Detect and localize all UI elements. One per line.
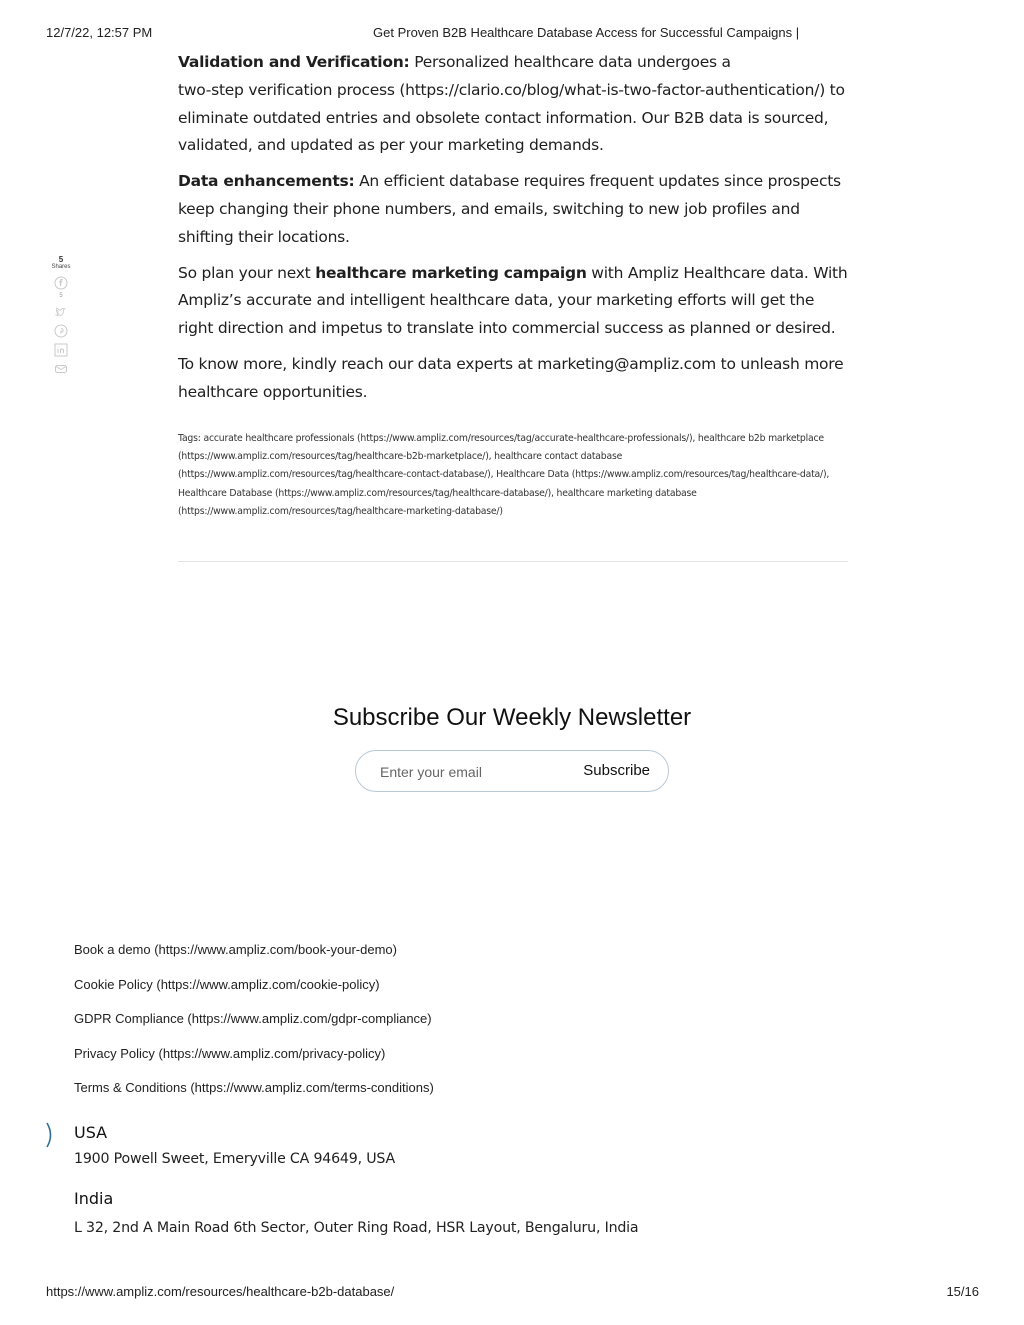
twitter-icon[interactable] (54, 305, 68, 319)
footer-link-book-demo[interactable]: Book a demo (https://www.ampliz.com/book-your-demo) (74, 942, 397, 957)
footer-links (74, 940, 434, 1113)
print-url: https://www.ampliz.com/resources/healthcare-b2b-database/ (46, 1284, 395, 1299)
share-count: 5 (58, 255, 64, 264)
office-address-india: L 32, 2nd A Main Road 6th Sector, Outer Ring Road, HSR Layout, Bengaluru, India (74, 1220, 639, 1236)
enhancements-heading: Data enhancements: (178, 172, 355, 191)
article-body (178, 49, 848, 415)
validation-text-b: two-step verification process (https://clario.co/blog/what-is-two-factor-authentication/) to eliminate outdated entries and obsolete contact information. Our B2B data is sourced, validated, and updated as per your marketing demands. (178, 80, 845, 155)
campaign-link[interactable]: healthcare marketing campaign (315, 263, 587, 282)
print-page-title: Get Proven B2B Healthcare Database Access for Successful Campaigns | (373, 25, 800, 40)
office-country-usa: USA (74, 1123, 108, 1142)
share-sidebar (48, 256, 74, 376)
pinterest-icon[interactable] (54, 324, 68, 338)
bracket-icon (45, 1122, 55, 1148)
share-label: Shares (51, 264, 71, 270)
article-tags[interactable]: Tags: accurate healthcare professionals (https://www.ampliz.com/resources/tag/accurate-healthcare-professionals/), healthcare b2b marketplace (https://www.ampliz.com/resources/tag/healthcare-b2b-marketplace/), healthcare contact database (https://www.ampliz.com/resources/tag/healthcare-contact-database/), Healthcare Data (https://www.ampliz.com/resources/tag/healthcare-data/), Healthcare Database (https://www.ampliz.com/resources/tag/healthcare-database/), healthcare marketing database (https://www.ampliz.com/resources/tag/healthcare-marketing-database/) (178, 433, 830, 517)
email-icon[interactable] (54, 362, 68, 376)
paragraph-enhancements (178, 168, 848, 251)
paragraph-contact: To know more, kindly reach our data experts at marketing@ampliz.com to unleash more healthcare opportunities. (178, 354, 844, 401)
newsletter-title: Subscribe Our Weekly Newsletter (332, 704, 692, 731)
footer-link-terms[interactable]: Terms & Conditions (https://www.ampliz.com/terms-conditions) (74, 1080, 434, 1096)
campaign-text-b: with Ampliz Healthcare data. With Ampliz’s accurate and intelligent healthcare data, your marketing efforts will get the right direction and impetus to translate into commercial success as planned or desired. (178, 263, 848, 338)
office-address-usa: 1900 Powell Sweet, Emeryville CA 94649, USA (74, 1151, 395, 1167)
enhancements-text: An efficient database requires frequent updates since prospects keep changing their phone numbers, and emails, switching to new job profiles and shifting their locations. (178, 172, 841, 246)
newsletter-form (355, 750, 669, 792)
linkedin-icon[interactable] (54, 343, 68, 357)
facebook-share-count: 5 (59, 293, 63, 299)
newsletter-email-input[interactable] (380, 762, 570, 782)
paragraph-campaign (178, 260, 848, 343)
facebook-icon[interactable] (54, 276, 68, 290)
footer-link-gdpr[interactable]: GDPR Compliance (https://www.ampliz.com/gdpr-compliance) (74, 1011, 432, 1027)
validation-text-a: Personalized healthcare data undergoes a (409, 53, 731, 71)
footer-link-privacy[interactable]: Privacy Policy (https://www.ampliz.com/privacy-policy) (74, 1045, 386, 1061)
campaign-text-a: So plan your next (178, 263, 316, 282)
print-page-number: 15/16 (946, 1284, 979, 1299)
office-country-india: India (74, 1189, 114, 1208)
print-datetime: 12/7/22, 12:57 PM (46, 25, 153, 40)
paragraph-validation (178, 49, 848, 160)
subscribe-button[interactable]: Subscribe (583, 762, 650, 779)
content-divider (178, 561, 848, 562)
validation-heading: Validation and Verification: (178, 53, 410, 71)
footer-link-cookie-policy[interactable]: Cookie Policy (https://www.ampliz.com/cookie-policy) (74, 976, 380, 992)
